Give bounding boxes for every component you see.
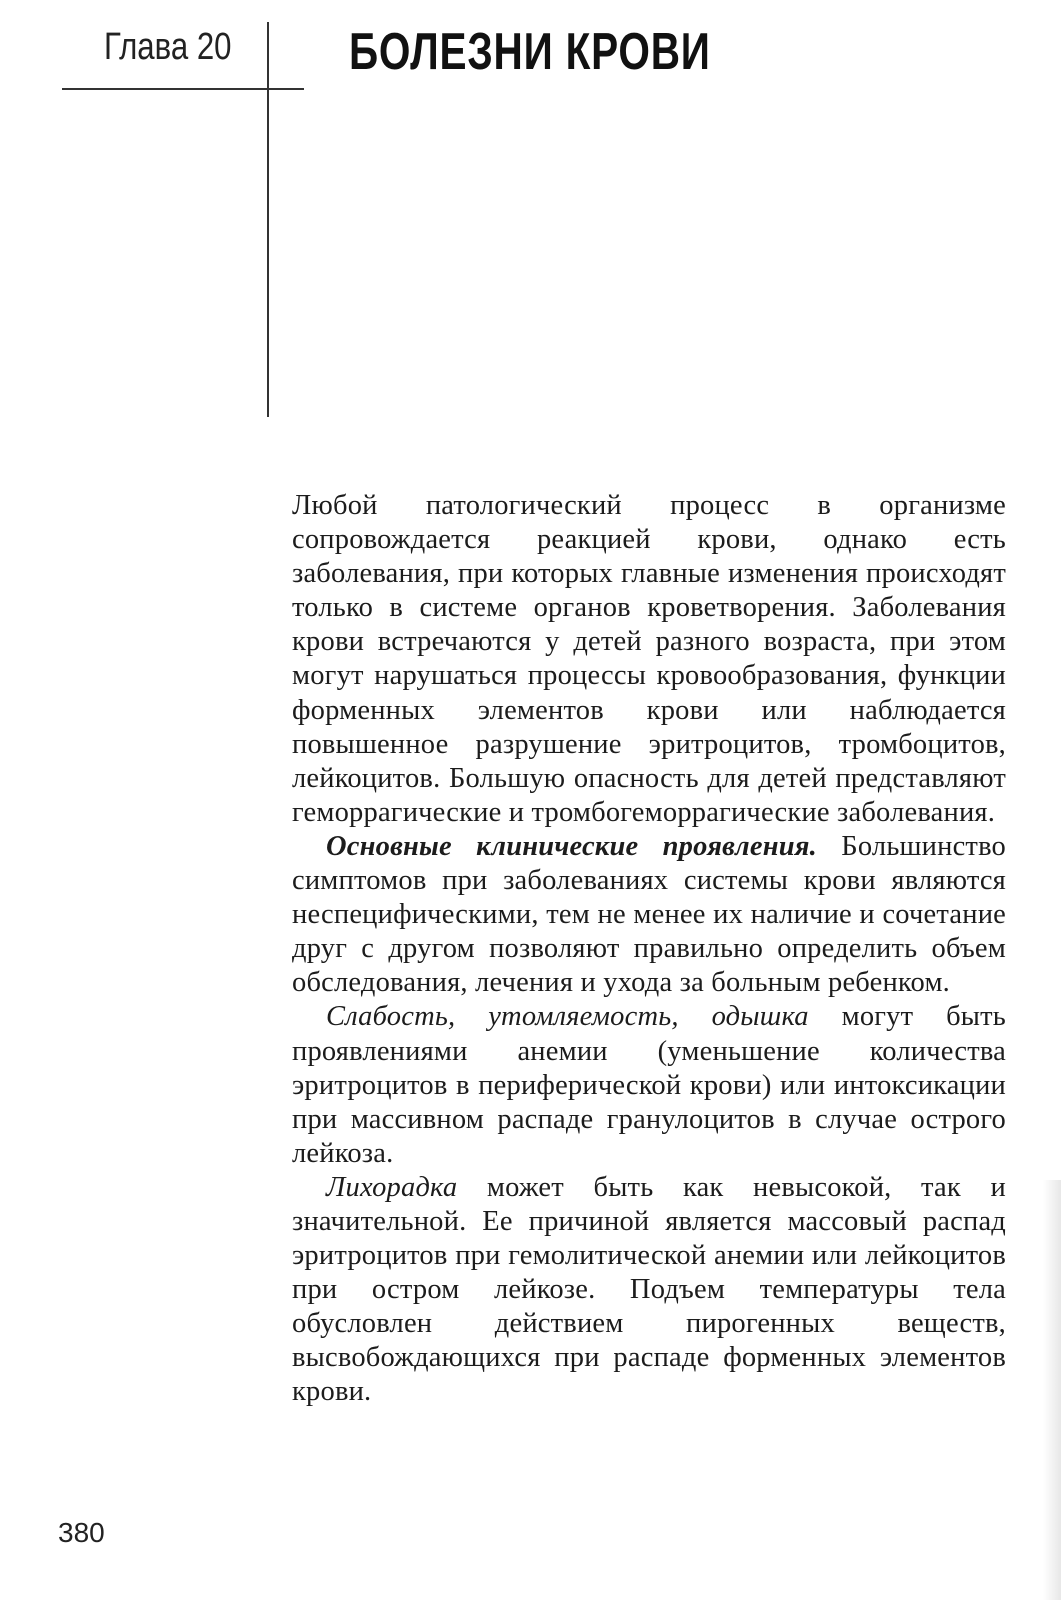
paragraph-weakness-text: могут быть проявлениями анемии (уменьшение количества эритроцитов в периферической крови) или интоксикации при массивном распаде гранулоцитов в случае острого лейкоза.: [292, 1001, 1006, 1169]
page-number: 380: [58, 1517, 105, 1548]
paragraph-fever-text: может быть как невысокой, так и значительной. Ее причиной является массовый распад эритроцитов при гемолитической анемии или лейкоцитов при остром лейкозе. Подъем температуры тела обусловлен действием пирогенных веществ, высвобождающихся при распаде форменных элементов крови.: [292, 1171, 1006, 1408]
paragraph-clinical-text: Большинство симптомов при заболеваниях системы крови являются неспецифическими, тем не менее их наличие и сочетание друг с другом позволяют правильно определить объем обследования, лечения и ухода за больным ребенком.: [292, 830, 1006, 999]
paragraph-weakness: [292, 1000, 1006, 1170]
chapter-title: БОЛЕЗНИ КРОВИ: [349, 23, 711, 81]
paragraph-clinical: [292, 830, 1006, 1000]
paragraph-fever-term: Лихорадка: [326, 1171, 458, 1203]
paragraph-intro-text: Любой патологический процесс в организме сопровождается реакцией крови, однако есть заболевания, при которых главные изменения происходят только в системе органов кроветворения. Заболевания крови встречаются у детей разного возраста, при этом могут нарушаться процессы кровообразования, функции форменных элементов крови или наблюдается повышенное разрушение эритроцитов, тромбоцитов, лейкоцитов. Большую опасность для детей представляют геморрагические и тромбогеморрагические заболевания.: [292, 490, 1006, 828]
paragraph-fever: [292, 1171, 1006, 1410]
paragraph-intro: [292, 489, 1006, 830]
header-vertical-rule: [267, 22, 269, 417]
paragraph-weakness-term: Слабость, утомляемость, одышка: [326, 1001, 809, 1033]
paragraph-clinical-heading: Основные клинические проявления.: [326, 830, 817, 862]
page-edge-shadow: [1043, 1180, 1061, 1600]
body-text: [292, 489, 1006, 1410]
chapter-label: Глава 20: [104, 26, 232, 68]
